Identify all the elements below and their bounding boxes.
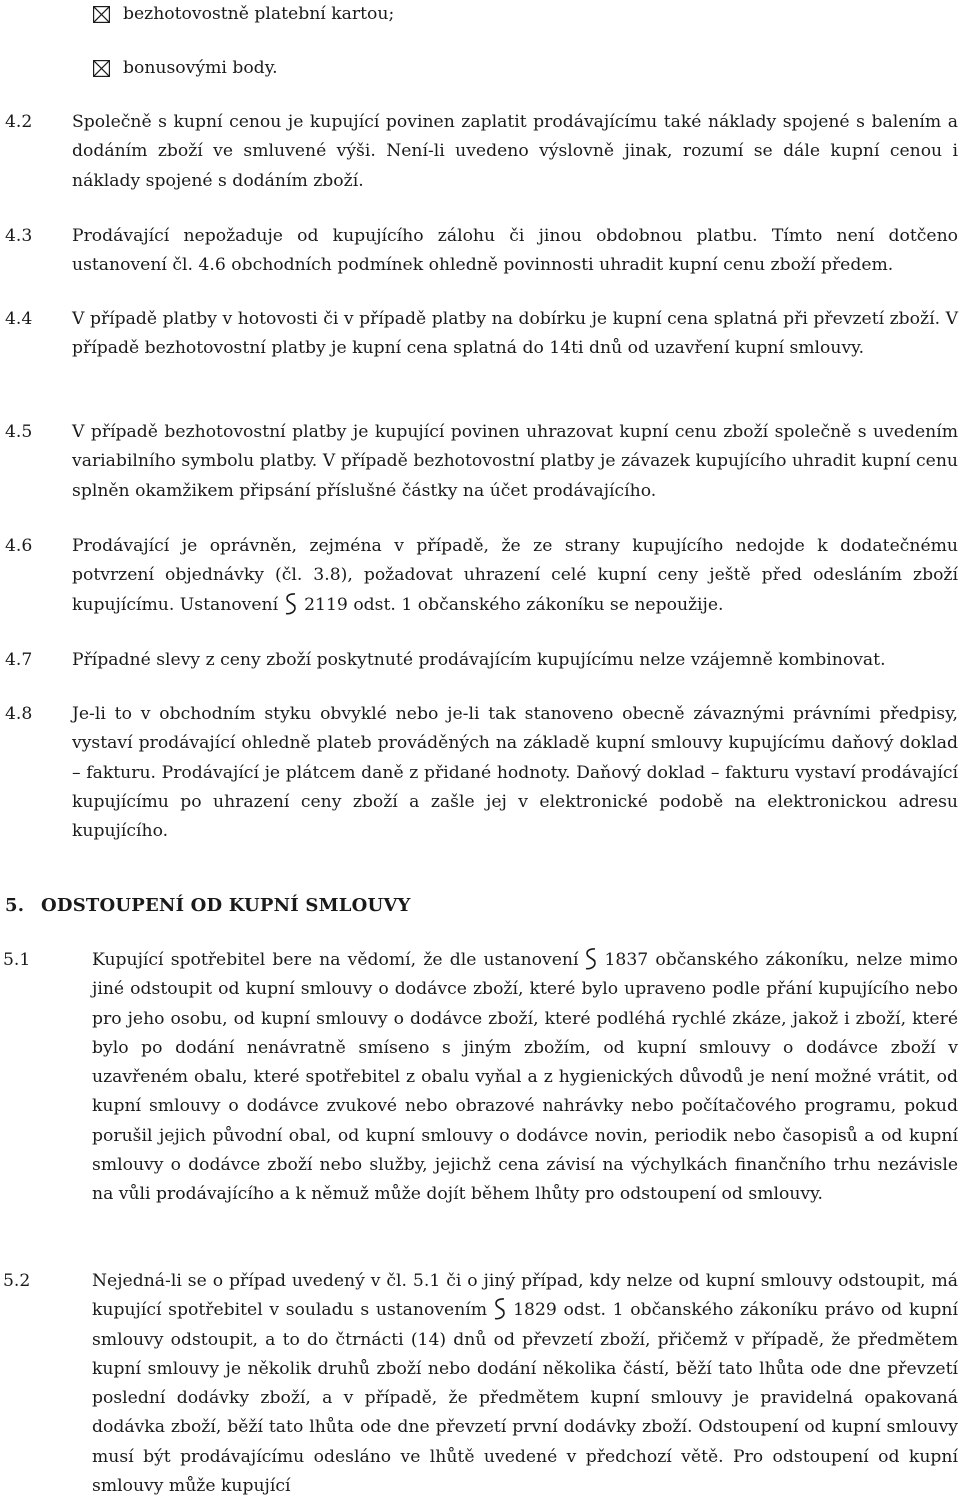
paragraph-text: Společně s kupní cenou je kupující povinen zaplatit prodávajícímu také náklady spojené s balením a dodáním zboží ve smluvené výši. Není-li uvedeno výslovně jinak, rozumí se dále kupní cenou i náklady spojené s dodáním zboží. <box>72 112 958 191</box>
paragraph-text: Je-li to v obchodním styku obvyklé nebo je-li tak stanoveno obecně závaznými právními předpisy, vystaví prodávající ohledně plateb prováděných na základě kupní smlouvy kupujícímu daňový doklad – fakturu. Prodávající je plátcem daně z přidané hodnoty. Daňový doklad – fakturu vystaví prodávající kupujícímu po uhrazení ceny zboží a zašle jej v elektronické podobě na elektronickou adresu kupujícího. <box>72 704 958 842</box>
paragraph-text-part: 1837 občanského zákoníku, nelze mimo jiné odstoupit od kupní smlouvy o dodávce zboží, které bylo upraveno podle přání kupujícího nebo pro jeho osobu, od kupní smlouvy o dodávce zboží, které podléhá rychlé zkáze, jakož i zboží, které bylo po dodání nenávratně smíseno s jiným zbožím, od kupní smlouvy o dodávce zboží v uzavřeném obalu, které spotřebitel z obalu vyňal a z hygienických důvodů je není možné vrátit, od kupní smlouvy o dodávce zvukové nebo obrazové nahrávky nebo počítačového programu, pokud porušil jejich původní obal, od kupní smlouvy o dodávce novin, periodik nebo časopisů a od kupní smlouvy o dodávce zboží nebo služby, jejichž cena závisí na výchylkách finančního trhu nezávisle na vůli prodávajícího a k němuž může dojít během lhůty pro odstoupení od smlouvy. <box>92 950 958 1205</box>
paragraph-sign-icon <box>584 947 598 971</box>
paragraph-number: 5.2 <box>3 1271 31 1291</box>
paragraph-number: 4.8 <box>5 704 33 724</box>
paragraph-number: 4.4 <box>5 309 33 329</box>
paragraph-text-part: Nejedná-li se o případ uvedený v čl. 5.1 či o jiný případ, kdy nelze od kupní smlouvy odstoupit, má kupující spotřebitel v souladu s ustanovením <box>92 1271 958 1321</box>
paragraph-text: V případě platby v hotovosti či v případě platby na dobírku je kupní cena splatná při převzetí zboží. V případě bezhotovostní platby je kupní cena splatná do 14ti dnů od uzavření kupní smlouvy. <box>72 309 958 359</box>
paragraph-text <box>72 532 958 620</box>
paragraph-number: 4.3 <box>5 226 33 246</box>
checklist-label: bonusovými body. <box>123 57 278 78</box>
checklist-item-card[interactable] <box>93 0 394 29</box>
checked-box-icon[interactable] <box>93 6 110 23</box>
paragraph-number: 5.1 <box>3 950 31 970</box>
paragraph-text-part: Kupující spotřebitel bere na vědomí, že dle ustanovení <box>92 950 579 970</box>
checklist-label: bezhotovostně platební kartou; <box>123 3 395 24</box>
paragraph-text-part: 1829 odst. 1 občanského zákoníku právo od kupní smlouvy odstoupit, a to do čtrnácti (14) dnů od převzetí zboží, přičemž v případě, že předmětem kupní smlouvy je několik druhů zboží nebo dodání několika částí, běží tato lhůta ode dne převzetí poslední dodávky zboží, a v případě, že předmětem kupní smlouvy je pravidelná opakovaná dodávka zboží, běží tato lhůta ode dne převzetí první dodávky zboží. Odstoupení od kupní smlouvy musí být prodávajícímu odesláno ve lhůtě uvedené v předchozí větě. Pro odstoupení od kupní smlouvy může kupující <box>92 1300 958 1497</box>
paragraph-text: Případné slevy z ceny zboží poskytnuté prodávajícím kupujícímu nelze vzájemně kombinovat. <box>72 650 886 670</box>
paragraph-number: 4.5 <box>5 422 33 442</box>
section-number: 5. <box>5 895 25 916</box>
paragraph-number: 4.6 <box>5 536 33 556</box>
paragraph-text-part: 2119 odst. 1 občanského zákoníku se nepoužije. <box>304 594 724 615</box>
paragraph-text <box>92 946 958 1210</box>
section-title: ODSTOUPENÍ OD KUPNÍ SMLOUVY <box>41 895 411 916</box>
paragraph-sign-icon <box>493 1297 507 1321</box>
paragraph-text-part: Prodávající je oprávněn, zejména v případě, že ze strany kupujícího nedojde k dodatečnému potvrzení objednávky (čl. 3.8), požadovat uhrazení celé kupní ceny ještě před odesláním zboží kupujícímu. Ustanovení <box>72 536 958 615</box>
checklist-item-bonus[interactable] <box>93 54 278 83</box>
paragraph-number: 4.2 <box>5 112 33 132</box>
paragraph-text <box>92 1267 958 1501</box>
paragraph-text: Prodávající nepožaduje od kupujícího zálohu či jinou obdobnou platbu. Tímto není dotčeno ustanovení čl. 4.6 obchodních podmínek ohledně povinnosti uhradit kupní cenu zboží předem. <box>72 226 958 276</box>
paragraph-number: 4.7 <box>5 650 33 670</box>
paragraph-sign-icon <box>284 592 298 616</box>
section-heading <box>5 891 411 920</box>
paragraph-text: V případě bezhotovostní platby je kupující povinen uhrazovat kupní cenu zboží společně s uvedením variabilního symbolu platby. V případě bezhotovostní platby je závazek kupujícího uhradit kupní cenu splněn okamžikem připsání příslušné částky na účet prodávajícího. <box>72 422 958 501</box>
checked-box-icon[interactable] <box>93 60 110 77</box>
